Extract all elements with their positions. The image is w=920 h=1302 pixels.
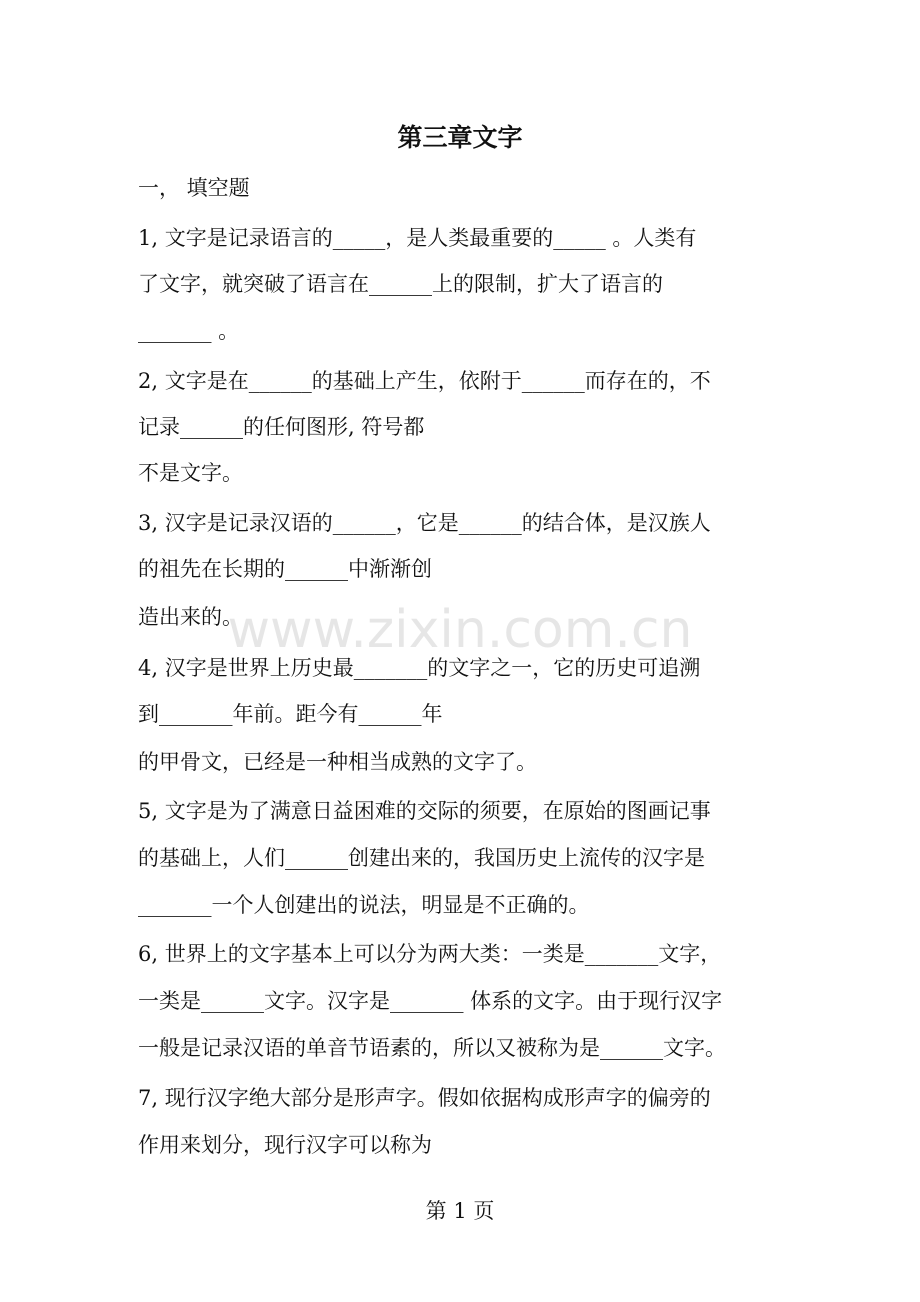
document-title: 第三章文字 <box>397 123 523 152</box>
page-footer: 第 1 页 <box>425 1199 495 1223</box>
text-line: 作用来划分，现行汉字可以称为 <box>138 1133 432 1157</box>
text-line: 的基础上，人们______创建出来的，我国历史上流传的汉字是 <box>138 846 705 870</box>
text-line: 1, 文字是记录语言的_____，是人类最重要的_____ 。人类有 <box>138 226 697 250</box>
text-line: 造出来的。 <box>138 605 243 629</box>
section-heading: 一， 填空题 <box>138 176 250 200</box>
text-line: 一般是记录汉语的单音节语素的，所以又被称为是______文字。 <box>138 1036 726 1060</box>
text-line: 的甲骨文，已经是一种相当成熟的文字了。 <box>138 750 537 774</box>
text-line: _______ 。 <box>138 319 240 343</box>
text-line: 6, 世界上的文字基本上可以分为两大类：一类是_______文字， <box>138 942 722 966</box>
text-line: 不是文字。 <box>138 461 243 485</box>
text-line: 的祖先在长期的______中渐渐创 <box>138 557 432 581</box>
text-line: 记录______的任何图形, 符号都 <box>138 415 425 439</box>
text-line: 一类是______文字。汉字是_______ 体系的文字。由于现行汉字 <box>138 989 723 1013</box>
text-line: 5, 文字是为了满意日益困难的交际的须要，在原始的图画记事 <box>138 799 711 823</box>
text-line: 了文字，就突破了语言在______上的限制，扩大了语言的 <box>138 272 663 296</box>
text-line: _______一个人创建出的说法，明显是不正确的。 <box>138 893 590 917</box>
text-line: 7, 现行汉字绝大部分是形声字。假如依据构成形声字的偏旁的 <box>138 1086 711 1110</box>
text-line: 4, 汉字是世界上历史最_______的文字之一，它的历史可追溯 <box>138 656 701 680</box>
watermark: www.zixin.com.cn <box>227 600 693 660</box>
text-line: 3, 汉字是记录汉语的______，它是______的结合体，是汉族人 <box>138 511 711 535</box>
text-line: 到_______年前。距今有______年 <box>138 702 443 726</box>
text-line: 2, 文字是在______的基础上产生，依附于______而存在的，不 <box>138 369 711 393</box>
